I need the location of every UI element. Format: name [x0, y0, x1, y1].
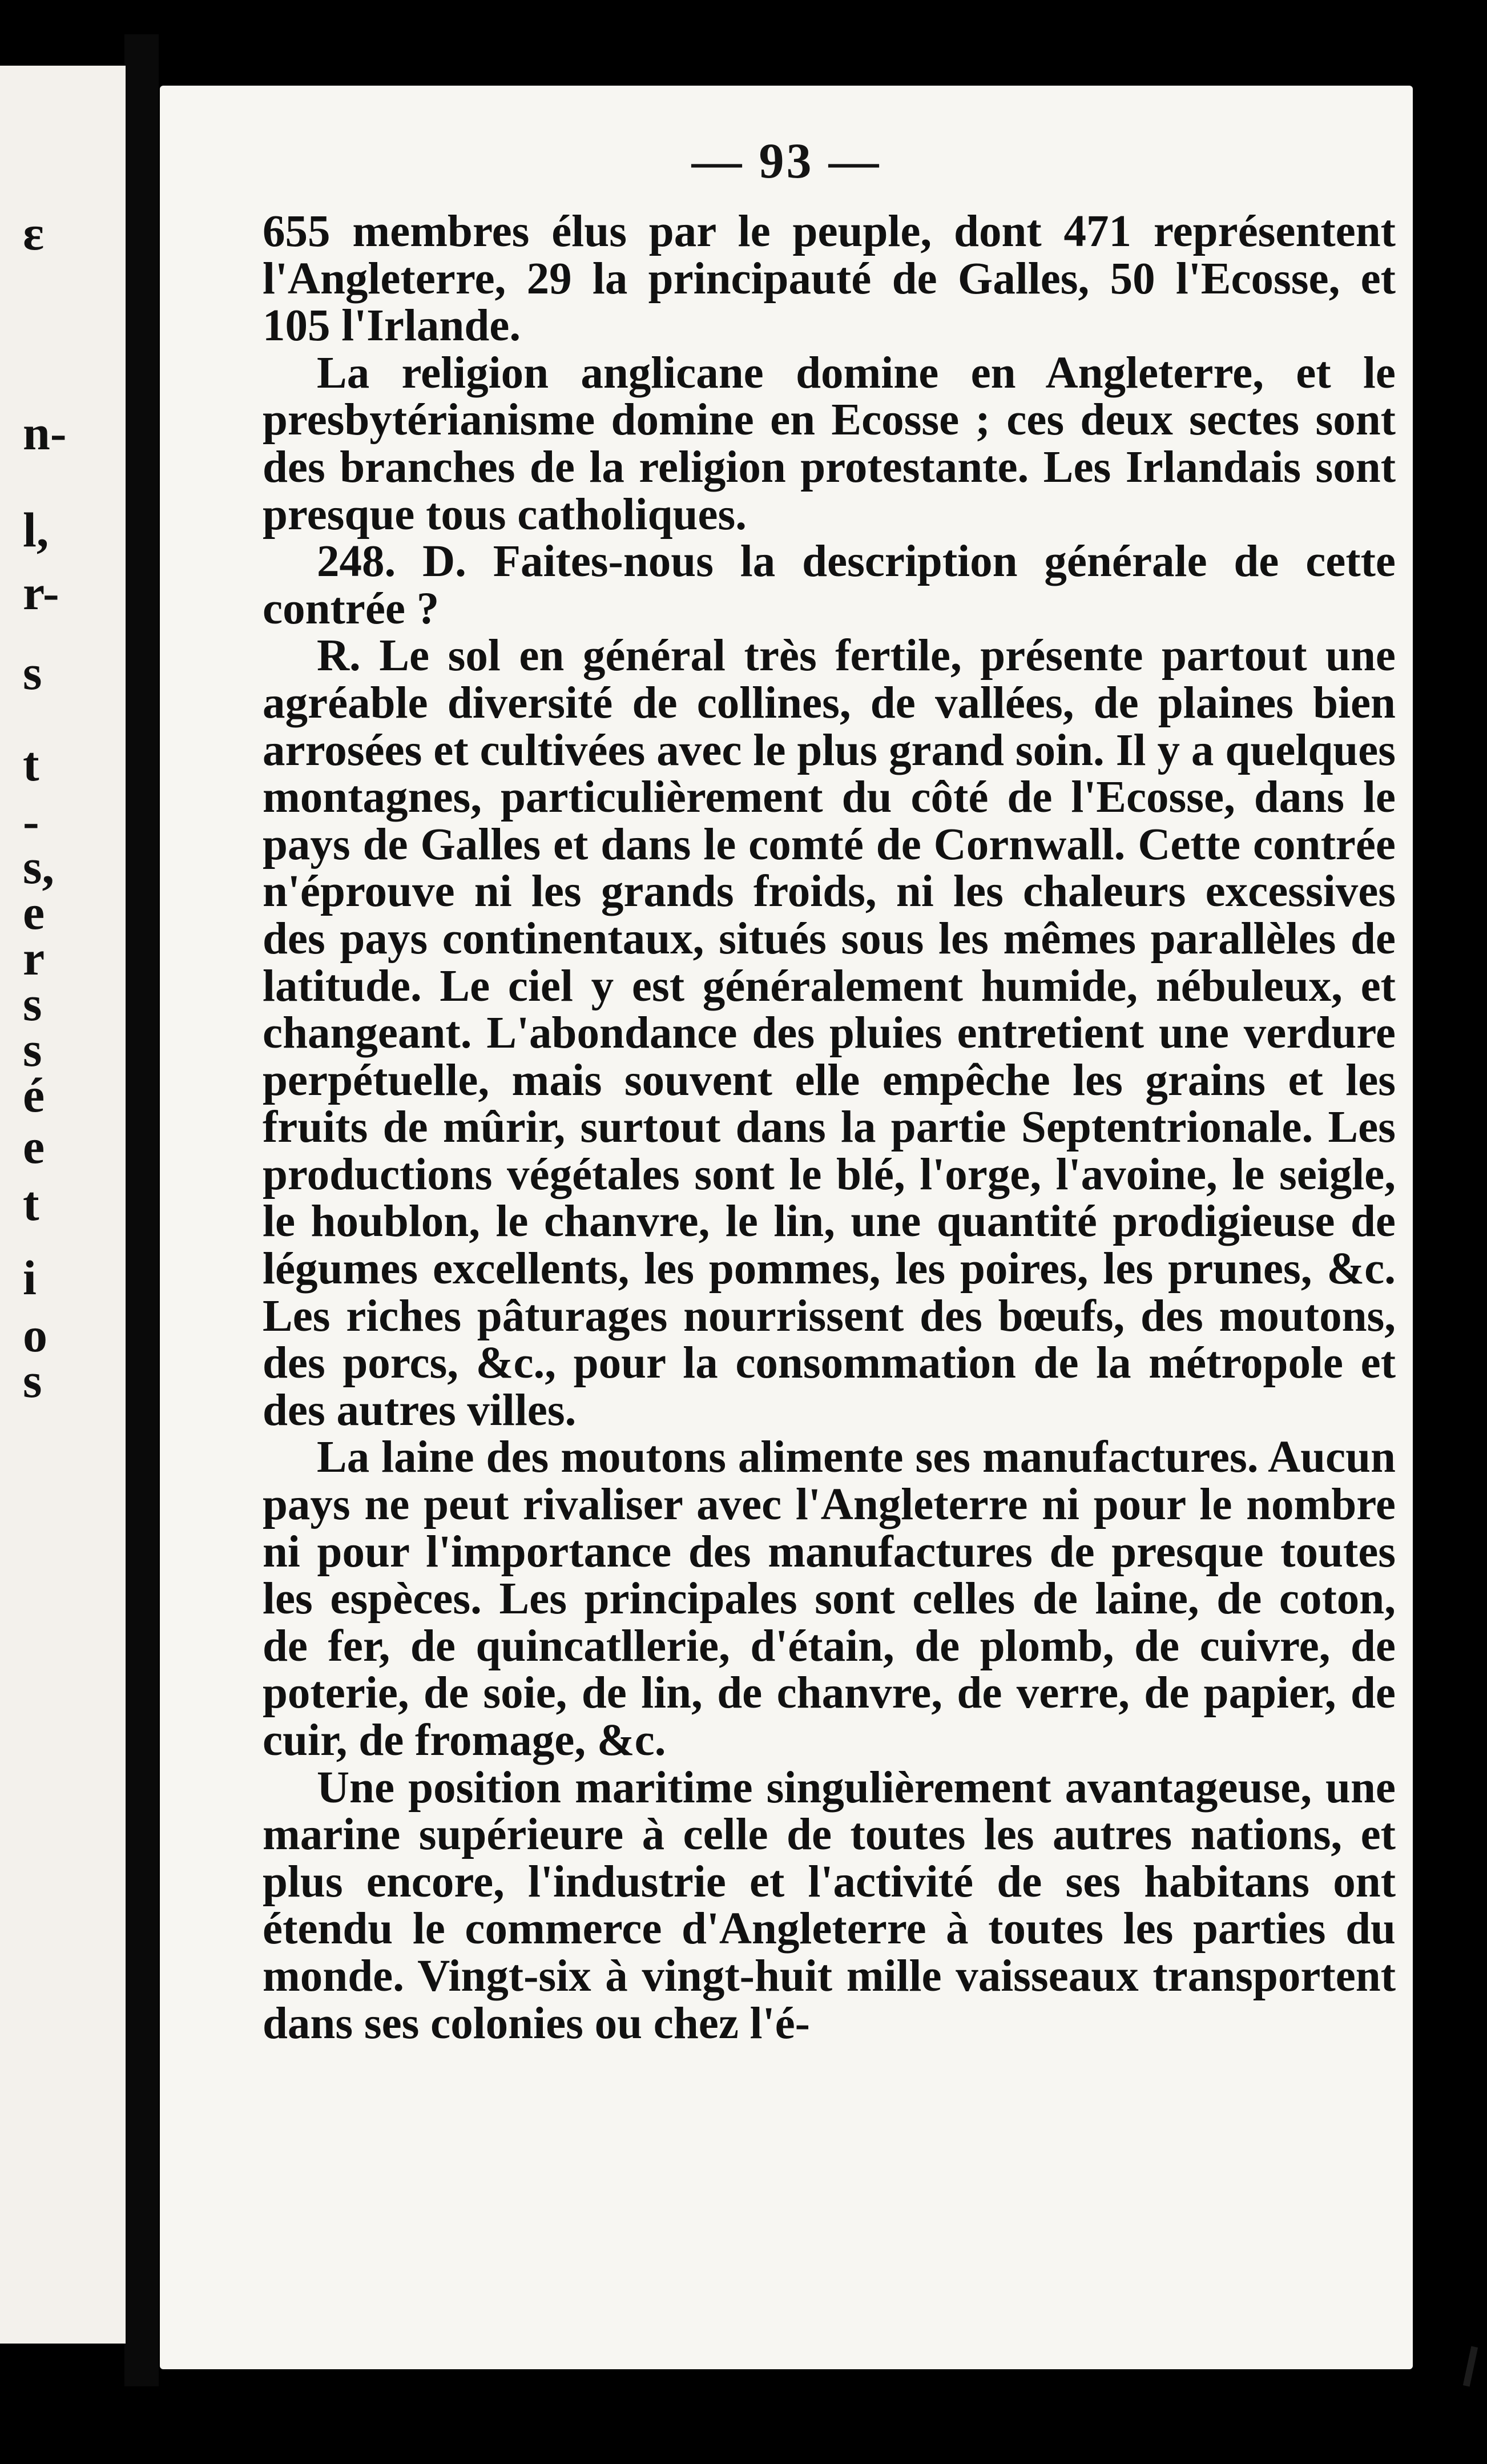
previous-page-fragments — [0, 66, 126, 2344]
margin-fragment: ɛ — [23, 206, 44, 260]
margin-fragment: e — [23, 1119, 45, 1174]
margin-fragment: t — [23, 736, 39, 791]
paragraph: La religion anglicane domine en Angleterre, et le presbytérianisme domine en Ecosse ; ces deux sectes sont des branches de la religion protestante. Les Irlandais sont presque tous catholiques. — [263, 348, 1396, 539]
book-gutter — [124, 34, 159, 2386]
margin-fragment: s — [23, 1022, 42, 1077]
book-page — [160, 86, 1413, 2369]
margin-fragment: n- — [23, 405, 67, 460]
margin-fragment: s — [23, 645, 42, 700]
margin-fragment: o — [23, 1307, 47, 1362]
paragraph: La laine des moutons alimente ses manufactures. Aucun pays ne peut rivaliser avec l'Angleterre ni pour le nombre ni pour l'importance des manufactures de presque toutes les espèces. Les principales sont celles de laine, de coton, de fer, de quincatllerie, d'étain, de plomb, de cuivre, de poterie, de soie, de lin, de chanvre, de verre, de papier, de cuir, de fromage, &c. — [263, 1432, 1396, 1765]
margin-fragment: r — [23, 931, 45, 985]
paragraph: Une position maritime singulièrement avantageuse, une marine supérieure à celle de toutes les autres nations, et plus encore, l'industrie et l'activité de ses habitans ont étendu le commerce d'Angleterre à toutes les parties du monde. Vingt-six à vingt-huit mille vaisseaux transportent dans ses colonies ou chez l'é- — [263, 1762, 1396, 2048]
margin-fragment: é — [23, 1068, 45, 1122]
margin-fragment: i — [23, 1250, 37, 1305]
paragraph: 655 membres élus par le peuple, dont 471 représentent l'Angleterre, 29 la principauté de Galles, 50 l'Ecosse, et 105 l'Irlande. — [263, 207, 1396, 351]
page-body — [263, 208, 1396, 2047]
margin-fragment: - — [23, 794, 39, 848]
ink-mark — [1463, 2346, 1478, 2387]
margin-fragment: s, — [23, 839, 54, 894]
margin-fragment: l, — [23, 502, 49, 557]
margin-fragment: t — [23, 1176, 39, 1231]
question-paragraph: 248. D. Faites-nous la description générale de cette contrée ? — [263, 537, 1396, 634]
margin-fragment: s — [23, 976, 42, 1031]
margin-fragment: r- — [23, 565, 59, 620]
margin-fragment: e — [23, 885, 45, 940]
margin-fragment: s — [23, 1353, 42, 1408]
answer-paragraph: R. Le sol en général très fertile, présente partout une agréable diversité de collines, de vallées, de plaines bien arrosées et cultivées avec le plus grand soin. Il y a quelques montagnes, particulièrement du côté de l'Ecosse, dans le pays de Galles et dans le comté de Cornwall. Cette contrée n'éprouve ni les grands froids, ni les chaleurs excessives des pays continentaux, situés sous les mêmes parallèles de latitude. Le ciel y est généralement humide, nébuleux, et changeant. L'abondance des pluies entretient une verdure perpétuelle, mais souvent elle empêche les grains et les fruits de mûrir, surtout dans la partie Septentrionale. Les productions végétales sont le blé, l'orge, l'avoine, le seigle, le houblon, le chanvre, le lin, une quantité prodigieuse de légumes excellents, les pommes, les poires, les prunes, &c. Les riches pâturages nourrissent des bœufs, des moutons, des porcs, &c., pour la consommation de la métropole et des autres villes. — [263, 631, 1396, 1435]
page-number: — 93 — — [691, 134, 881, 189]
